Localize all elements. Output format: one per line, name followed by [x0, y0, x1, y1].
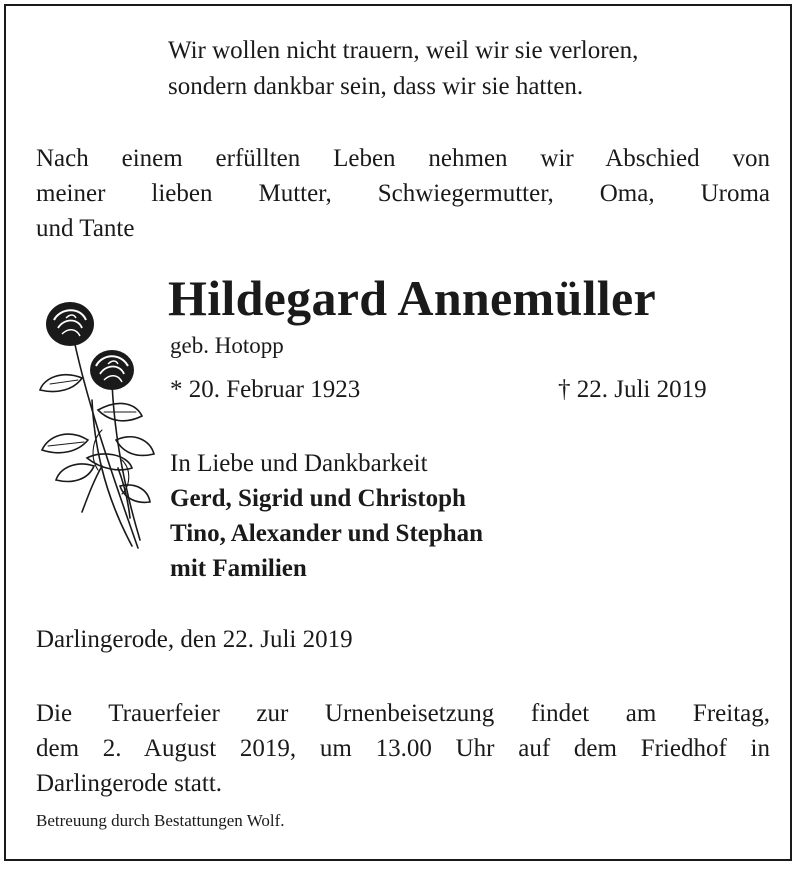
- undertaker-note: Betreuung durch Bestattungen Wolf.: [36, 811, 285, 830]
- mourners-intro: In Liebe und Dankbarkeit: [170, 450, 428, 477]
- mourner-line-1: Gerd, Sigrid und Christoph: [170, 485, 466, 512]
- obituary-frame: [4, 4, 792, 861]
- intro-line-1: Nach einem erfüllten Leben nehmen wir Abschied von: [36, 145, 770, 172]
- service-line-1: Die Trauerfeier zur Urnenbeisetzung findet am Freitag,: [36, 700, 770, 727]
- service-line-3: Darlingerode statt.: [36, 770, 223, 797]
- intro-line-3: und Tante: [36, 215, 135, 242]
- intro-text: [36, 141, 770, 246]
- quote-line-1: Wir wollen nicht trauern, weil wir sie verloren,: [168, 37, 639, 64]
- rose-icon: [32, 290, 162, 556]
- service-line-2: dem 2. August 2019, um 13.00 Uhr auf dem Friedhof in: [36, 735, 770, 762]
- maiden-name: geb. Hotopp: [170, 333, 284, 358]
- death-date: † 22. Juli 2019: [558, 376, 707, 403]
- mourner-line-3: mit Familien: [170, 555, 307, 582]
- service-text: [36, 696, 770, 801]
- mourner-line-2: Tino, Alexander und Stephan: [170, 520, 484, 547]
- place-date: Darlingerode, den 22. Juli 2019: [36, 626, 353, 653]
- quote-line-2: sondern dankbar sein, dass wir sie hatten.: [168, 73, 584, 100]
- intro-line-2: meiner lieben Mutter, Schwiegermutter, Oma, Uroma: [36, 180, 770, 207]
- birth-date: * 20. Februar 1923: [170, 376, 361, 403]
- deceased-name: Hildegard Annemüller: [168, 270, 656, 326]
